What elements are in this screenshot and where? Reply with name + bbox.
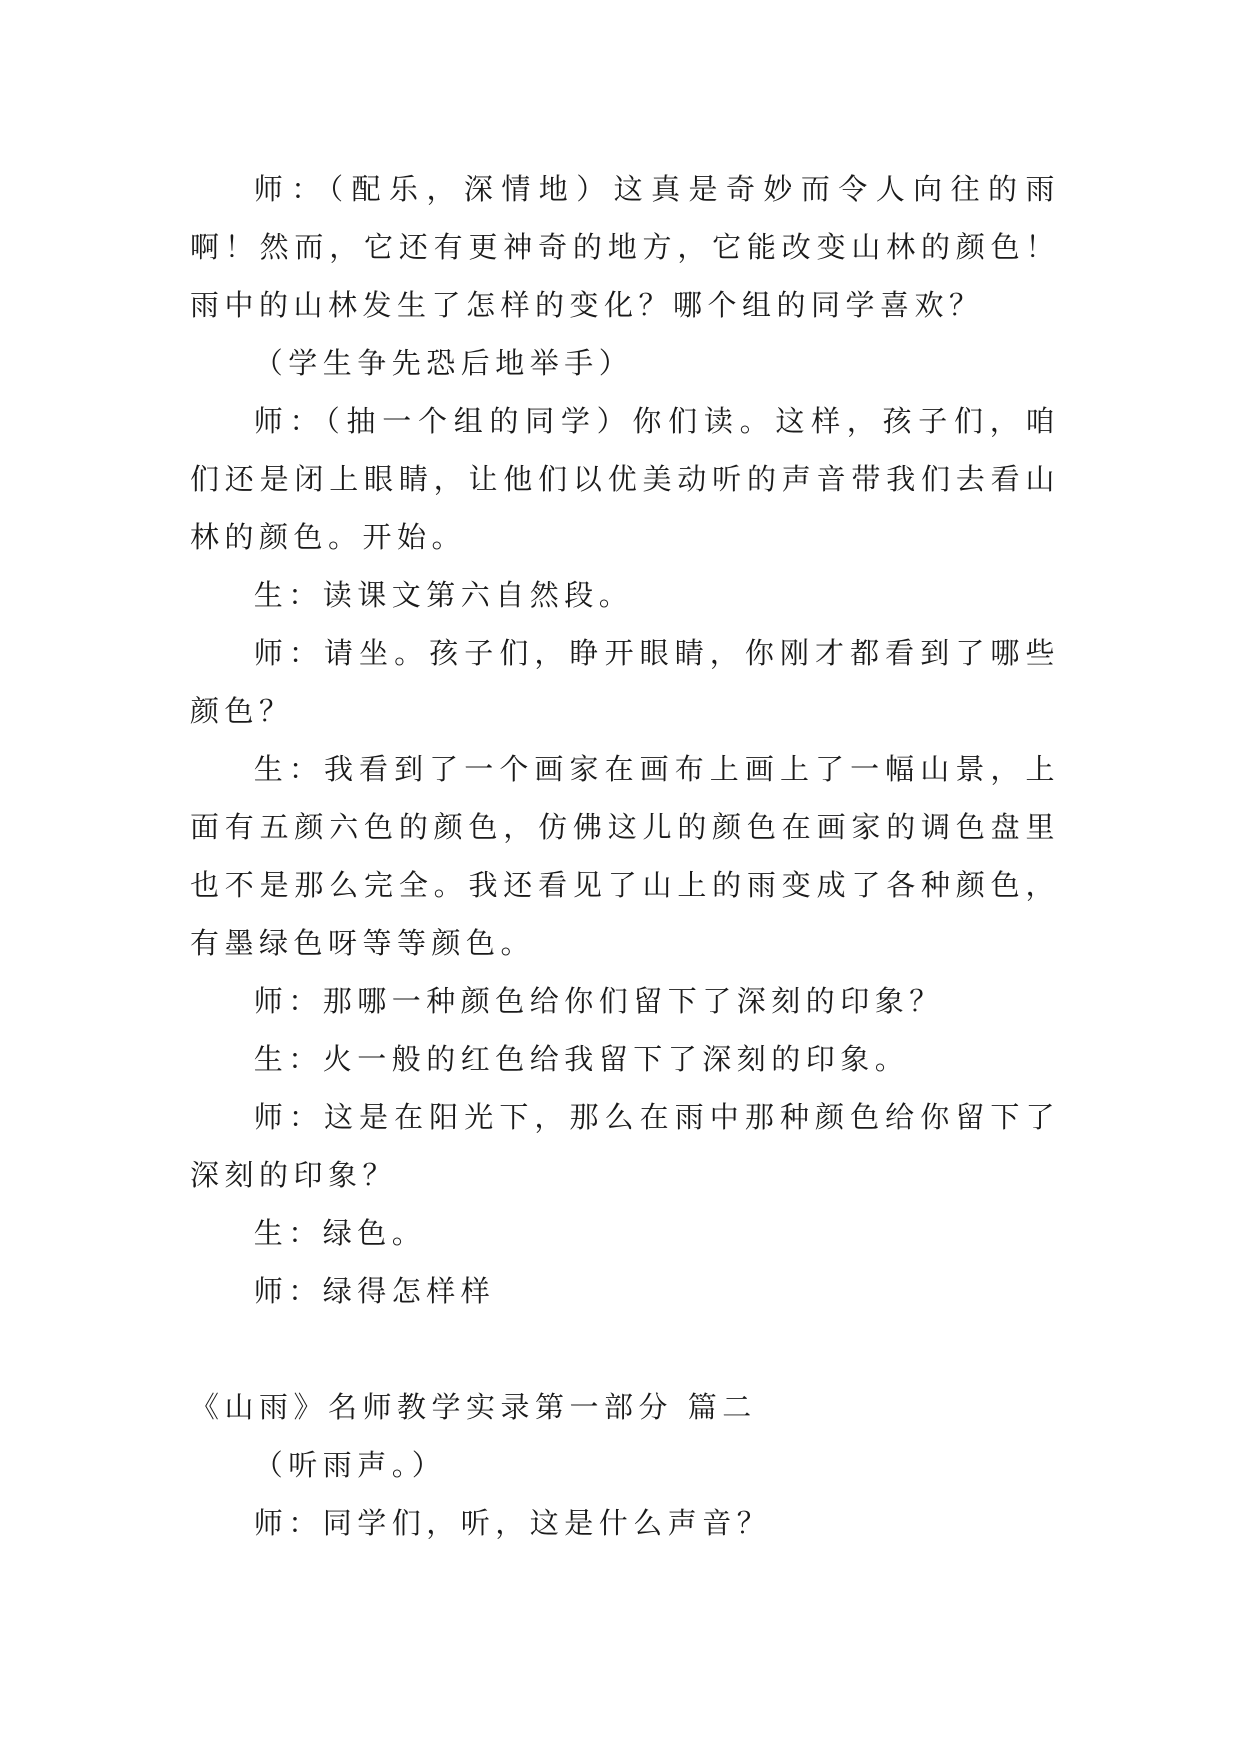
paragraph-teacher-music: 师：（配乐，深情地）这真是奇妙而令人向往的雨啊！然而，它还有更神奇的地方，它能改变山林的颜色！雨中的山林发生了怎样的变化？哪个组的同学喜欢？ — [190, 172, 1060, 322]
section-heading: 《山雨》名师教学实录第一部分 篇二 — [190, 1390, 757, 1424]
paragraph-student-read: 生：读课文第六自然段。 — [253, 578, 634, 612]
paragraph-student-green: 生：绿色。 — [253, 1216, 427, 1250]
paragraph-teacher-impression: 师：那哪一种颜色给你们留下了深刻的印象？ — [253, 984, 944, 1018]
paragraph-teacher-how-green: 师：绿得怎样样 — [253, 1274, 496, 1308]
document-body — [190, 160, 1060, 1552]
paragraph-teacher-rain-color: 师：这是在阳光下，那么在雨中那种颜色给你留下了深刻的印象？ — [190, 1100, 1060, 1192]
paragraph-listen-rain: （听雨声。） — [253, 1448, 447, 1482]
paragraph-student-red: 生：火一般的红色给我留下了深刻的印象。 — [253, 1042, 910, 1076]
paragraph-teacher-colors-question: 师：请坐。孩子们，睁开眼睛，你刚才都看到了哪些颜色？ — [190, 636, 1060, 728]
paragraph-student-painter: 生：我看到了一个画家在画布上画上了一幅山景，上面有五颜六色的颜色，仿佛这儿的颜色在画家的调色盘里也不是那么完全。我还看见了山上的雨变成了各种颜色，有墨绿色呀等等颜色。 — [190, 752, 1060, 960]
paragraph-teacher-what-sound: 师：同学们，听，这是什么声音？ — [253, 1506, 772, 1540]
paragraph-students-raise-hands: （学生争先恐后地举手） — [253, 346, 634, 380]
paragraph-teacher-group-read: 师：（抽一个组的同学）你们读。这样，孩子们，咱们还是闭上眼睛，让他们以优美动听的声音带我们去看山林的颜色。开始。 — [190, 404, 1060, 554]
